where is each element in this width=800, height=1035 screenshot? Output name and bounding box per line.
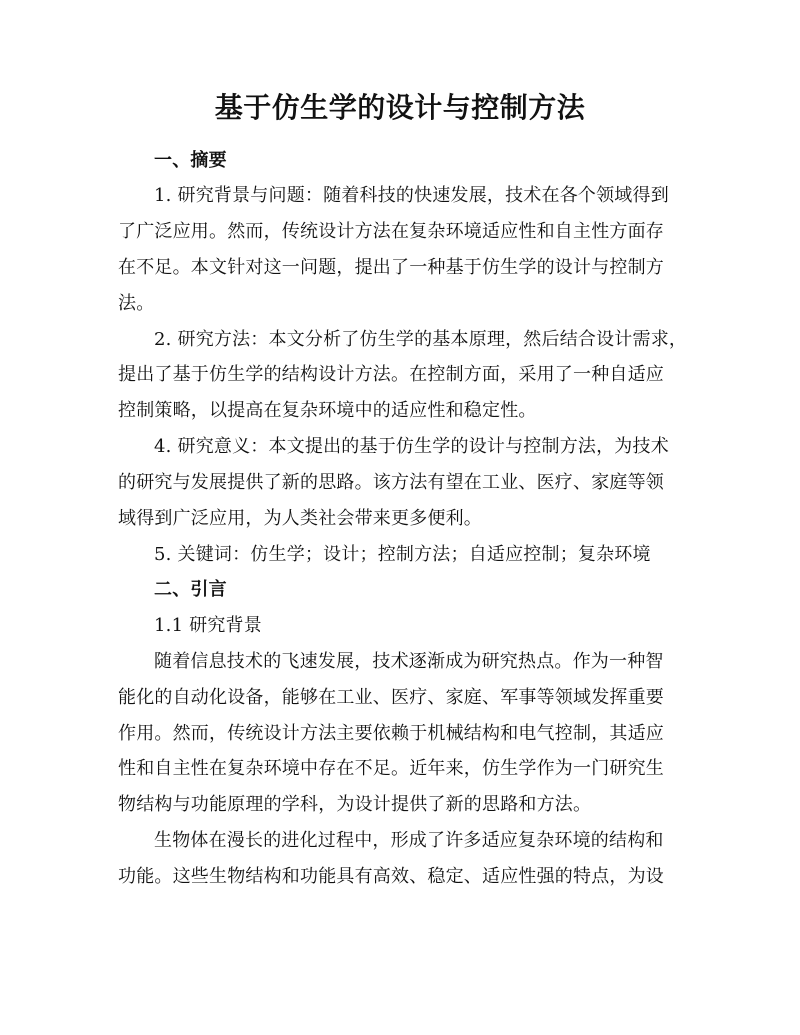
paragraph-line: 了广泛应用。然而，传统设计方法在复杂环境适应性和自主性方面存 xyxy=(118,221,664,242)
paragraph-line: 在不足。本文针对这一问题，提出了一种基于仿生学的设计与控制方 xyxy=(118,257,664,278)
section-heading-abstract: 一、摘要 xyxy=(154,150,227,171)
paragraph-line: 生物体在漫长的进化过程中，形成了许多适应复杂环境的结构和 xyxy=(154,830,664,851)
paragraph-line: 提出了基于仿生学的结构设计方法。在控制方面，采用了一种自适应 xyxy=(118,364,664,385)
paragraph-line: 能化的自动化设备，能够在工业、医疗、家庭、军事等领域发挥重要 xyxy=(118,687,664,708)
paragraph-line: 功能。这些生物结构和功能具有高效、稳定、适应性强的特点，为设 xyxy=(118,866,664,887)
paragraph-line: 作用。然而，传统设计方法主要依赖于机械结构和电气控制，其适应 xyxy=(118,723,664,744)
paragraph-line: 性和自主性在复杂环境中存在不足。近年来，仿生学作为一门研究生 xyxy=(118,758,664,779)
paragraph-line: 1. 研究背景与问题：随着科技的快速发展，技术在各个领域得到 xyxy=(154,185,669,206)
document-title: 基于仿生学的设计与控制方法 xyxy=(214,91,586,124)
paragraph-line: 物结构与功能原理的学科，为设计提供了新的思路和方法。 xyxy=(118,794,592,815)
paragraph-line: 域得到广泛应用，为人类社会带来更多便利。 xyxy=(118,508,482,529)
section-heading-introduction: 二、引言 xyxy=(154,579,227,600)
keywords-line: 5. 关键词：仿生学；设计；控制方法；自适应控制；复杂环境 xyxy=(154,544,651,565)
subsection-heading-research-background: 1.1 研究背景 xyxy=(154,615,262,636)
paragraph-line: 2. 研究方法：本文分析了仿生学的基本原理，然后结合设计需求， xyxy=(154,329,688,350)
paragraph-line: 4. 研究意义：本文提出的基于仿生学的设计与控制方法，为技术 xyxy=(154,436,669,457)
paragraph-line: 法。 xyxy=(118,293,155,314)
paragraph-line: 随着信息技术的飞速发展，技术逐渐成为研究热点。作为一种智 xyxy=(154,651,664,672)
paragraph-line: 的研究与发展提供了新的思路。该方法有望在工业、医疗、家庭等领 xyxy=(118,472,664,493)
paragraph-line: 控制策略，以提高在复杂环境中的适应性和稳定性。 xyxy=(118,400,537,421)
